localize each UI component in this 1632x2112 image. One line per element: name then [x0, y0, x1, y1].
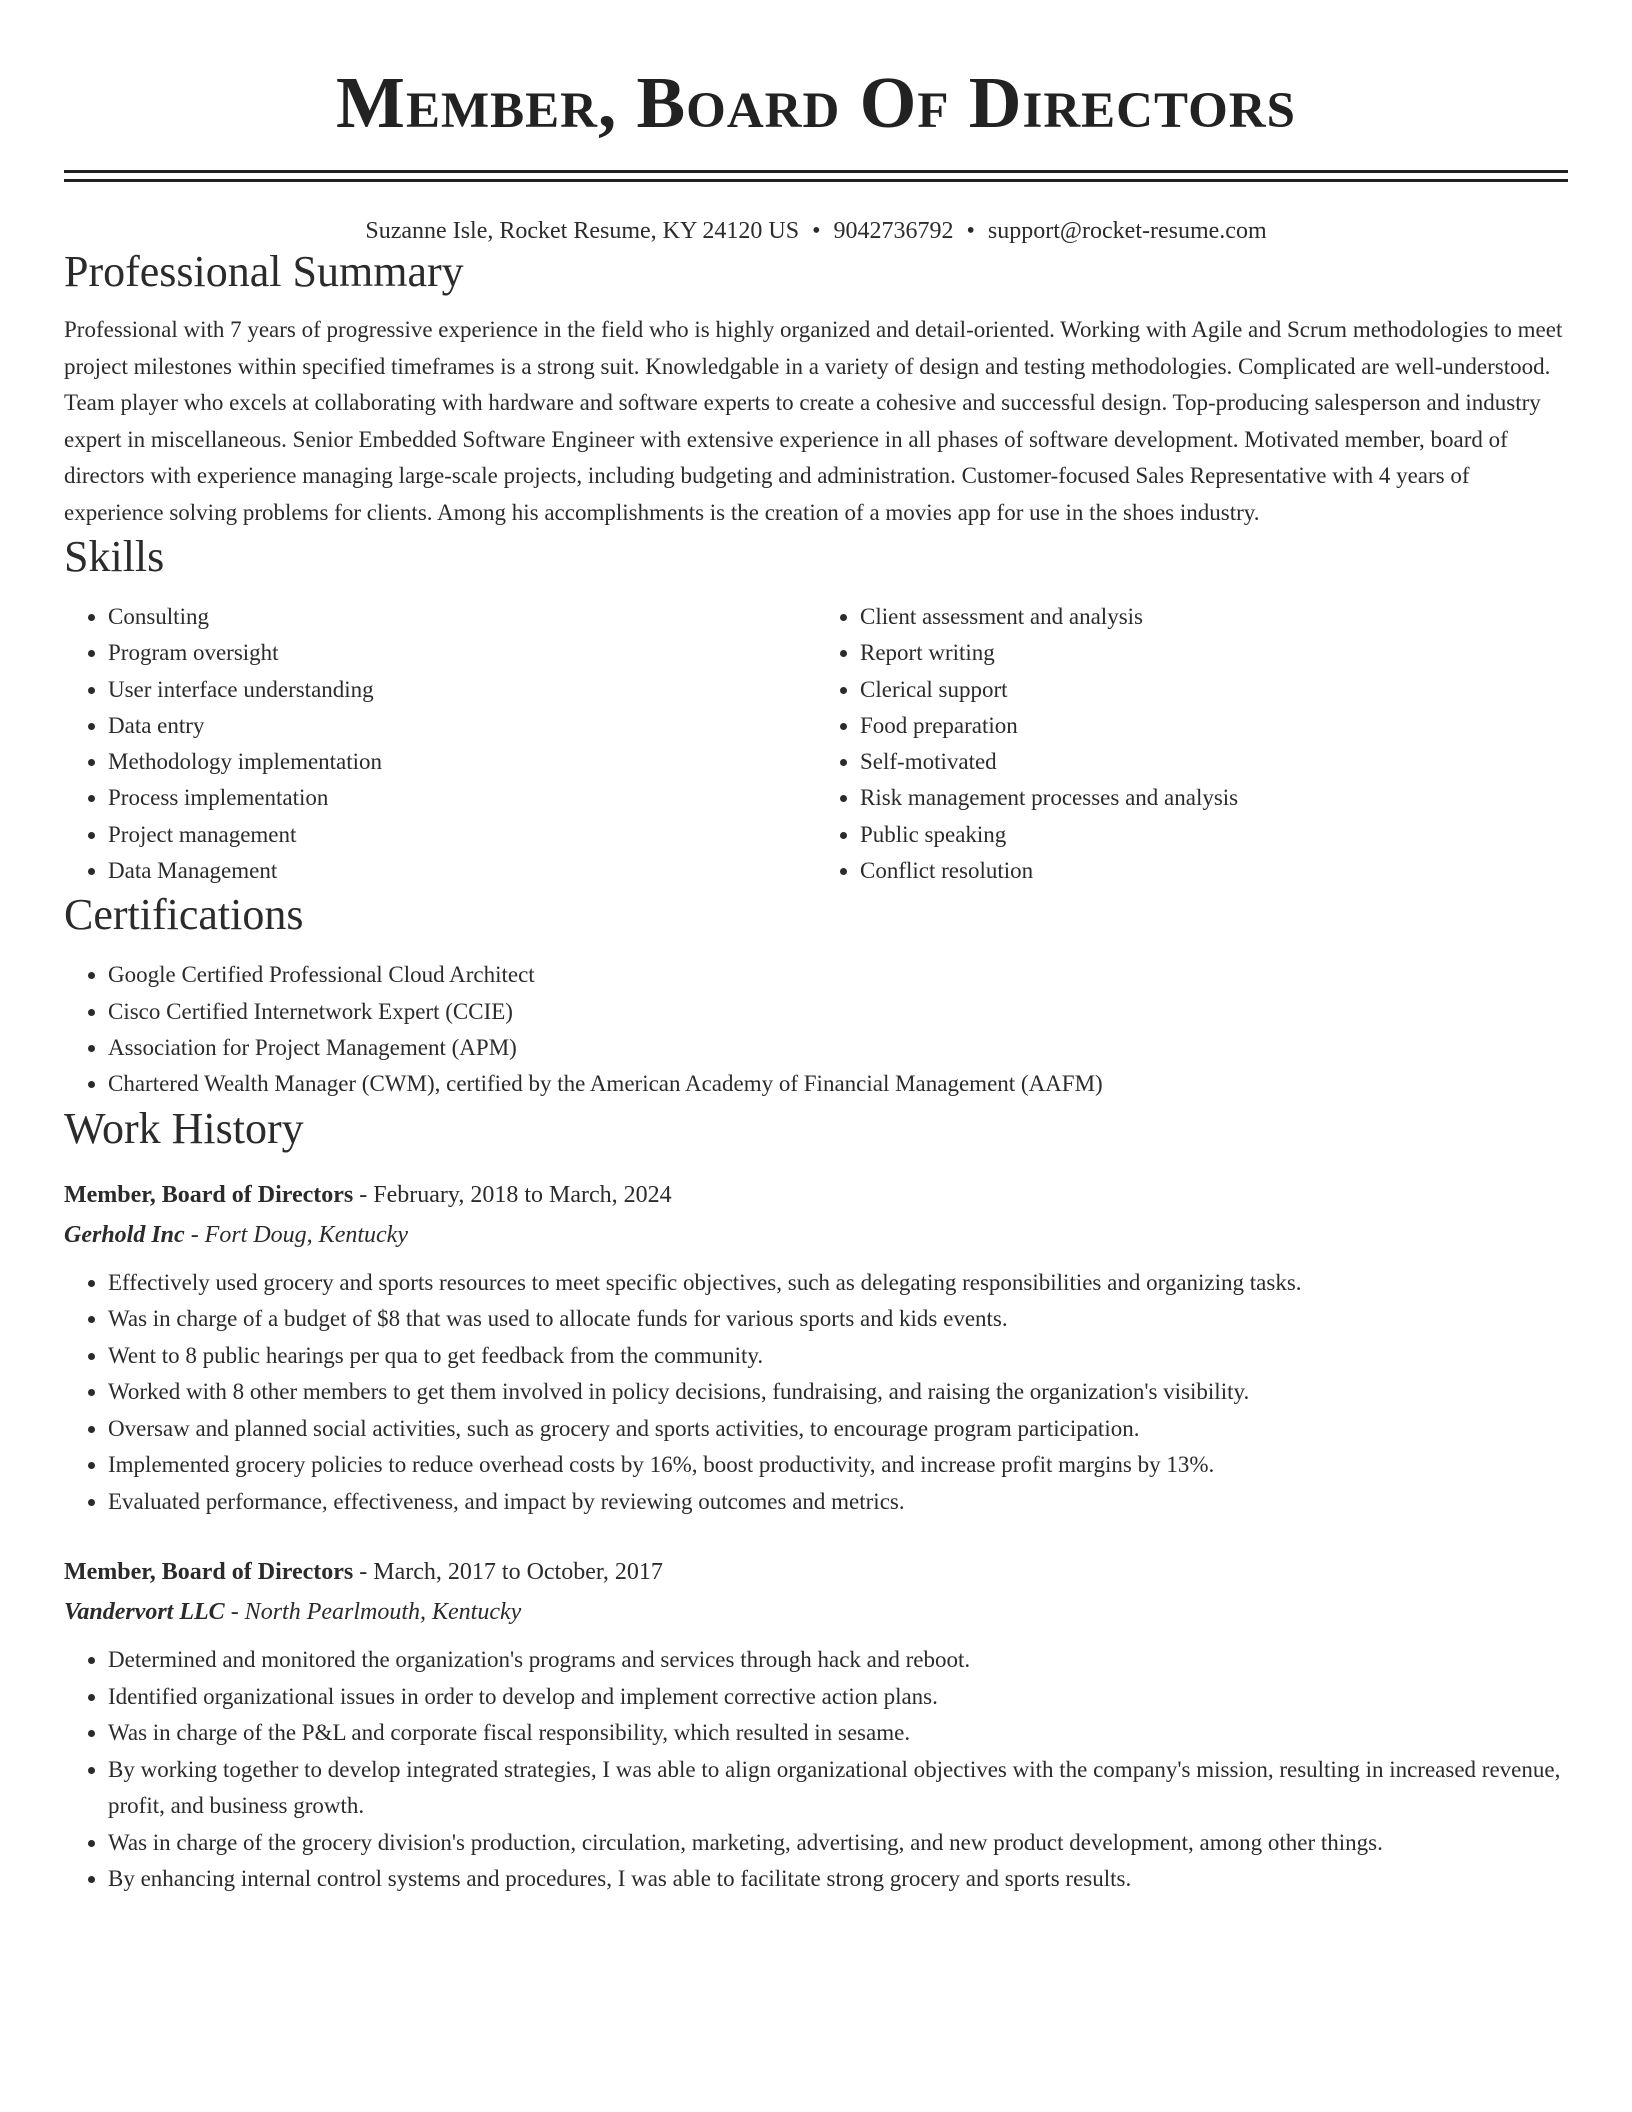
skill-item: • Process implementation: [108, 780, 816, 816]
certification-item: • Cisco Certified Internetwork Expert (CCIE): [108, 994, 1568, 1030]
title-divider-top: [64, 170, 1568, 173]
job-title-line: [64, 1552, 1568, 1592]
job-company: Vandervort LLC: [64, 1599, 225, 1626]
job-company-line: [64, 1592, 1568, 1632]
skill-item: • Report writing: [860, 635, 1568, 671]
work-history-heading: Work History: [64, 1103, 304, 1153]
job-location: - Fort Doug, Kentucky: [184, 1221, 408, 1248]
duty-item: • Went to 8 public hearings per qua to get feedback from the community.: [108, 1338, 1568, 1375]
contact-address: Suzanne Isle, Rocket Resume, KY 24120 US: [365, 218, 800, 244]
skill-item: • Risk management processes and analysis: [860, 780, 1568, 816]
contact-email: support@rocket-resume.com: [987, 218, 1267, 244]
duty-item: • Was in charge of the grocery division's production, circulation, marketing, advertising, and new product development, among other things.: [108, 1825, 1568, 1862]
certifications-list: [64, 957, 1568, 1102]
contact-phone: 9042736792: [833, 218, 954, 244]
skill-item: • Project management: [108, 817, 816, 853]
job-duties-list: [64, 1265, 1568, 1521]
duty-item: • Effectively used grocery and sports resources to meet specific objectives, such as delegating responsibilities and organizing tasks.: [108, 1265, 1568, 1302]
job-company: Gerhold Inc: [64, 1221, 185, 1248]
duty-item: • Implemented grocery policies to reduce overhead costs by 16%, boost productivity, and increase profit margins by 13%.: [108, 1447, 1568, 1484]
skill-item: • Conflict resolution: [860, 853, 1568, 889]
duty-item: • Identified organizational issues in order to develop and implement corrective action plans.: [108, 1679, 1568, 1716]
resume-title: Member, Board Of Directors: [336, 62, 1296, 143]
summary-text: Professional with 7 years of progressive experience in the field who is highly organized and detail-oriented. Working with Agile and Scrum methodologies to meet project milestones within specified timeframes is a strong suit. Knowledgable in a variety of design and testing methodologies. Complicated are well-understood. Team player who excels at collaborating with hardware and software experts to create a cohesive and successful design. Top-producing salesperson and industry expert in miscellaneous. Senior Embedded Software Engineer with extensive experience in all phases of software development. Motivated member, board of directors with experience managing large-scale projects, including budgeting and administration. Customer-focused Sales Representative with 4 years of experience solving problems for clients. Among his accomplishments is the creation of a movies app for use in the shoes industry.: [64, 317, 1563, 525]
skills-list-left: [64, 599, 816, 889]
summary-heading: Professional Summary: [64, 247, 464, 296]
job-company-line: [64, 1215, 1568, 1255]
skill-item: • Self-motivated: [860, 744, 1568, 780]
skill-item: • Food preparation: [860, 708, 1568, 744]
job-dates: - February, 2018 to March, 2024: [353, 1181, 672, 1208]
contact-separator: •: [966, 218, 975, 244]
contact-line: [64, 216, 1568, 246]
job-entry: [64, 1175, 1568, 1521]
duty-item: • Oversaw and planned social activities, such as grocery and sports activities, to encourage program participation.: [108, 1411, 1568, 1448]
duty-item: • Was in charge of a budget of $8 that was used to allocate funds for various sports and kids events.: [108, 1301, 1568, 1338]
job-location: - North Pearlmouth, Kentucky: [224, 1599, 522, 1626]
duty-item: • Worked with 8 other members to get them involved in policy decisions, fundraising, and raising the organization's visibility.: [108, 1374, 1568, 1411]
skill-item: • Methodology implementation: [108, 744, 816, 780]
job-duties-list: [64, 1642, 1568, 1898]
certification-item: • Association for Project Management (APM): [108, 1030, 1568, 1066]
job-dates: - March, 2017 to October, 2017: [353, 1559, 663, 1586]
skill-item: • Data Management: [108, 853, 816, 889]
duty-item: • Evaluated performance, effectiveness, and impact by reviewing outcomes and metrics.: [108, 1484, 1568, 1521]
skill-item: • User interface understanding: [108, 672, 816, 708]
certification-item: • Chartered Wealth Manager (CWM), certified by the American Academy of Financial Management (AAFM): [108, 1066, 1568, 1102]
skill-item: • Client assessment and analysis: [860, 599, 1568, 635]
job-title: Member, Board of Directors: [64, 1559, 354, 1586]
duty-item: • By working together to develop integrated strategies, I was able to align organizational objectives with the company's mission, resulting in increased revenue, profit, and business growth.: [108, 1752, 1568, 1825]
skill-item: • Program oversight: [108, 635, 816, 671]
title-divider-bottom: [64, 179, 1568, 182]
duty-item: • Was in charge of the P&L and corporate fiscal responsibility, which resulted in sesame.: [108, 1715, 1568, 1752]
skill-item: • Consulting: [108, 599, 816, 635]
certification-item: • Google Certified Professional Cloud Architect: [108, 957, 1568, 993]
skills-heading: Skills: [64, 532, 165, 581]
skill-item: • Data entry: [108, 708, 816, 744]
duty-item: • By enhancing internal control systems and procedures, I was able to facilitate strong grocery and sports results.: [108, 1861, 1568, 1898]
skill-item: • Public speaking: [860, 817, 1568, 853]
duty-item: • Determined and monitored the organization's programs and services through hack and reboot.: [108, 1642, 1568, 1679]
job-title-line: [64, 1175, 1568, 1215]
job-title: Member, Board of Directors: [64, 1181, 354, 1208]
certifications-heading: Certifications: [64, 890, 304, 940]
skill-item: • Clerical support: [860, 672, 1568, 708]
contact-separator: •: [812, 218, 821, 244]
skills-columns: [64, 599, 1568, 889]
skills-list-right: [816, 599, 1568, 889]
job-entry: [64, 1552, 1568, 1898]
